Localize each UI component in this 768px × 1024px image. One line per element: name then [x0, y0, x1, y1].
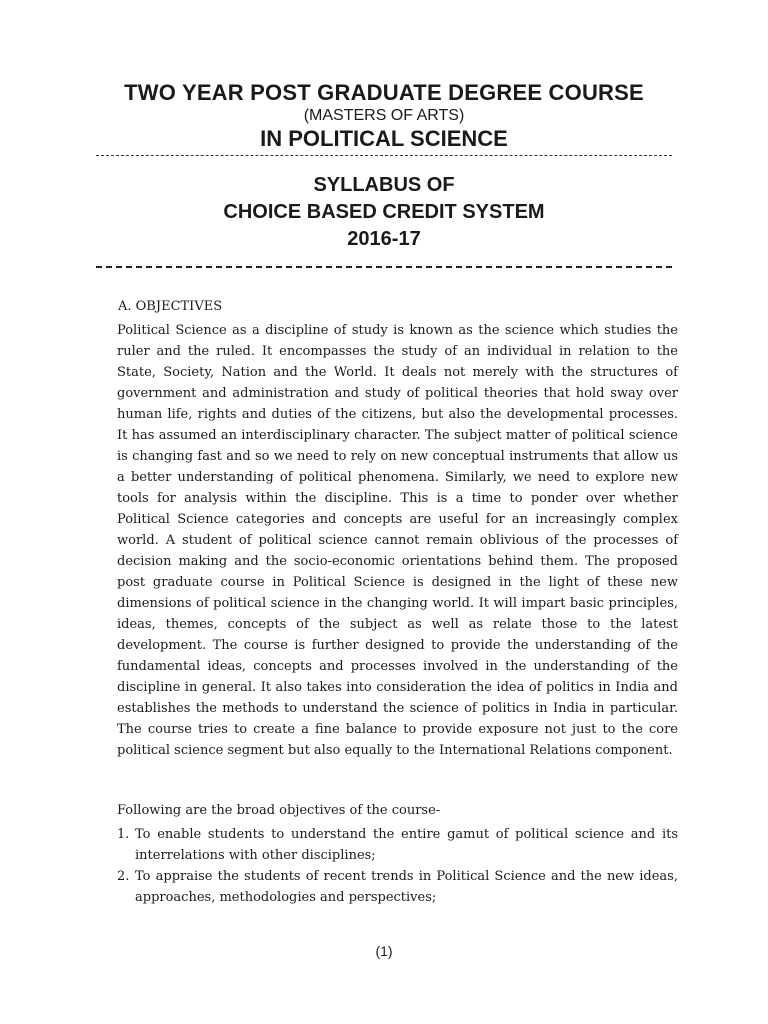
page-number: (1)	[375, 943, 393, 959]
syllabus-system: CHOICE BASED CREDIT SYSTEM	[223, 201, 545, 223]
subheader-divider	[96, 266, 672, 270]
list-item-number: 1.	[117, 827, 130, 842]
list-item-number: 2.	[117, 869, 130, 884]
objectives-list	[117, 824, 678, 908]
list-item-text: To enable students to understand the entire gamut of political science and its interrelations with other disciplines;	[135, 827, 678, 863]
list-item	[117, 824, 678, 866]
list-item	[117, 866, 678, 908]
header-divider	[96, 155, 672, 157]
syllabus-title: SYLLABUS OF	[313, 174, 455, 196]
course-title: TWO YEAR POST GRADUATE DEGREE COURSE	[124, 80, 644, 105]
syllabus-year: 2016-17	[347, 228, 421, 250]
section-heading: A. OBJECTIVES	[118, 299, 223, 314]
course-subtitle: (MASTERS OF ARTS)	[303, 107, 465, 124]
course-subject: IN POLITICAL SCIENCE	[260, 126, 508, 151]
objectives-paragraph: Political Science as a discipline of study is known as the science which studies the ruler and the ruled. It encompasses the study of an individual in relation to the State, Society, Nation and the World. It deals not merely with the structures of government and administration and study of political theories that hold sway over human life, rights and duties of the citizens, but also the developmental processes. It has assumed an interdisciplinary character. The subject matter of political science is changing fast and so we need to rely on new conceptual instruments that allow us a better understanding of political phenomena. Similarly, we need to explore new tools for analysis within the discipline. This is a time to ponder over whether Political Science categories and concepts are useful for an increasingly complex world. A student of political science cannot remain oblivious of the processes of decision making and the socio-economic orientations behind them. The proposed post graduate course in Political Science is designed in the light of these new dimensions of political science in the changing world. It will impart basic principles, ideas, themes, concepts of the subject as well as relate those to the latest development. The course is further designed to provide the understanding of the fundamental ideas, concepts and processes involved in the understanding of the discipline in general. It also takes into consideration the idea of politics in India and establishes the methods to understand the science of politics in India in particular. The course tries to create a fine balance to provide exposure not just to the core political science segment but also equally to the International Relations component.	[117, 323, 678, 758]
list-item-text: To appraise the students of recent trends in Political Science and the new ideas, approaches, methodologies and perspectives;	[135, 869, 678, 905]
objectives-lead: Following are the broad objectives of the course-	[117, 803, 441, 818]
